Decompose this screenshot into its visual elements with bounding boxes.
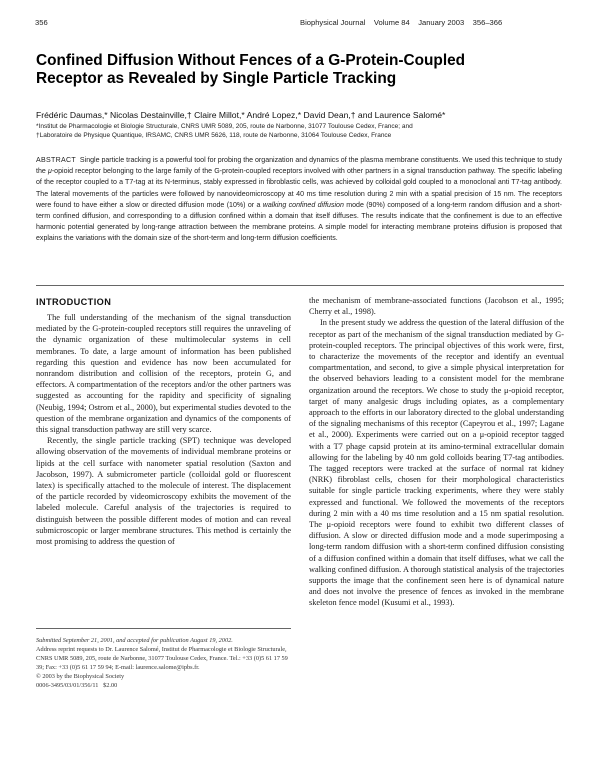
- right-column: [309, 295, 564, 609]
- article-title: [36, 52, 566, 88]
- footnote-address: Address reprint requests to Dr. Laurence Salomé, Institut de Pharmacologie et Biologie Structurale, CNRS UMR 5089, 205, route de Narbonne, 31077 Toulouse Cedex, France. Tel.: +33 (0)5 61 17 59 39; Fax: +33 (0)5 61 17 59 94; E-mail: laurence.salome@ipbs.fr.: [36, 646, 288, 671]
- title-line-1: Confined Diffusion Without Fences of a G-Protein-Coupled: [36, 52, 466, 69]
- abstract-text-c: mode (90%) composed of a long-term random diffusion and a short-term confined diffusion, and corresponding to a diffusion confined within a domain that itself diffuses. The results indicate that the confinement is due to an effective harmonic potential generated by long-range attraction between the membrane proteins. A simple model for interacting membrane proteins diffusion is proposed that explains the variations with the domain size of the short-term and long-term diffusion coefficients.: [36, 201, 562, 243]
- title-line-2: Receptor as Revealed by Single Particle Tracking: [36, 70, 397, 87]
- col2-paragraph-2: In the present study we address the question of the lateral diffusion of the receptor as part of the mechanism of the signal transduction mediated by G-protein-coupled receptors. The principal objectives of this work were, first, to characterize the movements of the receptor and identify an eventual compartmentation, and second, to give a simple physical interpretation for the observed behaviors leading to a consistent model for the membrane organization around the receptors. We chose to study the μ-opioid receptor, target of many analgesic drugs including opiates, as a complementary approach to the efforts in our laboratory directed to the global understanding of the signaling mechanisms of this receptor (Capeyrou et al., 1997; Lagane et al., 2000). Experiments were carried out on a μ-opioid receptor tagged with a T7 phage capsid protein at its amino-terminal extracellular domain allowing for the labeling by 40 nm gold colloids bearing T7-tag antibodies. The tagged receptors were tracked at the surface of normal rat kidney (NRK) fibroblast cells, chosen for their morphological characteristics suitable for single particle tracking experiments, where they were stably expressed and functional. We followed the movements of the receptors during 2 min with a 40 ms time resolution and a 15 nm spatial resolution. The μ-opioid receptors were found to exhibit two different classes of diffusion. A slow or directed diffusion mode and a mode superimposing a long-term random diffusion with a short-term confined diffusion consisting of a diffusion confined within a domain that itself diffuses, what we call the walking confined diffusion. A thorough statistical analysis of the trajectories supports the image that the confinement seen here is of dynamical nature and does not involve the presence of fences as invoked in the membrane skeleton fence model (Kusumi et al., 1993).: [309, 318, 564, 608]
- col2-paragraph-1: the mechanism of membrane-associated functions (Jacobson et al., 1995; Cherry et al., 1998).: [309, 296, 564, 317]
- col1-paragraph-1: The full understanding of the mechanism of the signal transduction mediated by the G-protein-coupled receptors still requires the unraveling of the dynamic organization of these multimolecular systems in cell membranes. To date, a large amount of information has been published regarding this question and evidence has now been accumulated for nonrandom distribution and collision of the receptors, protein G, and effectors. A compartmentation of the receptors and/or the other partners was suggested as accounting for the rapidity and specificity of signaling (Neubig, 1994; Ostrom et al., 2000), but experimental studies devoted to the question of the membrane organization and dynamics of the components of this signal transduction pathway are still very scarce.: [36, 313, 291, 435]
- affiliation-2: †Laboratoire de Physique Quantique, IRSAMC, CNRS UMR 5626, 118, route de Narbonne, 31064 Toulouse Cedex, France: [36, 132, 392, 139]
- left-column: [36, 312, 291, 547]
- footnote-submitted: Submitted September 21, 2001, and accepted for publication August 19, 2002.: [36, 637, 233, 644]
- page-number: 356: [35, 18, 48, 27]
- footnote-issn: 0006-3495/03/01/356/11 $2.00: [36, 682, 118, 689]
- col1-paragraph-2: Recently, the single particle tracking (SPT) technique was developed allowing observation of the movements of individual membrane proteins or lipids at the cell surface with nanometer spatial resolution (Saxton and Jacobson, 1997). A submicrometer particle (colloidal gold or fluorescent latex) is specifically attached to the molecule of interest. The displacement of the particle recorded by videomicroscopy exhibits the movement of the labeled molecule. Careful analysis of the trajectories is required to distinguish between the possible different modes of motion and can reveal submicroscopic or larger membrane structures. This method is certainly the most promising to address the question of: [36, 436, 291, 547]
- abstract-mu: μ: [47, 168, 52, 176]
- footnote: [36, 636, 291, 690]
- abstract-text-b: -opioid receptor belonging to the large family of the G-protein-coupled receptors involved with other partners in a signal transduction pathway. The specific labeling of the receptor coupled to a T7-tag at its N-terminus, stably expressed in fibroblastic cells, was achieved by colloidal gold coupled to a monoclonal anti T7-tag antibody. The lateral movements of the particles were followed by nanovideomicroscopy at 40 ms time resolution during 2 min with a spatial precision of 15 nm. The receptors were found to have either a slow or directed diffusion mode (10%) or a: [36, 168, 562, 209]
- author-list: Frédéric Daumas,* Nicolas Destainville,† Claire Millot,* André Lopez,* David Dean,† and Laurence Salomé*: [36, 110, 446, 120]
- abstract-walking-term: walking confined diffusion: [262, 201, 344, 209]
- affiliation-1: *Institut de Pharmacologie et Biologie Structurale, CNRS UMR 5089, 205, route de Narbonne, 31077 Toulouse Cedex, France; and: [36, 123, 413, 130]
- abstract-text-a: Single particle tracking is a powerful tool for probing the organization and dynamics of the plasma membrane constituents. We used this technique to study the: [36, 157, 562, 176]
- abstract: [36, 155, 562, 245]
- journal-citation: Biophysical Journal Volume 84 January 2003 356–366: [300, 18, 503, 27]
- footnote-copyright: © 2003 by the Biophysical Society: [36, 673, 125, 680]
- footnote-divider: [36, 628, 291, 629]
- introduction-heading: INTRODUCTION: [36, 297, 112, 307]
- section-divider: [36, 285, 564, 286]
- abstract-label: ABSTRACT: [36, 157, 76, 164]
